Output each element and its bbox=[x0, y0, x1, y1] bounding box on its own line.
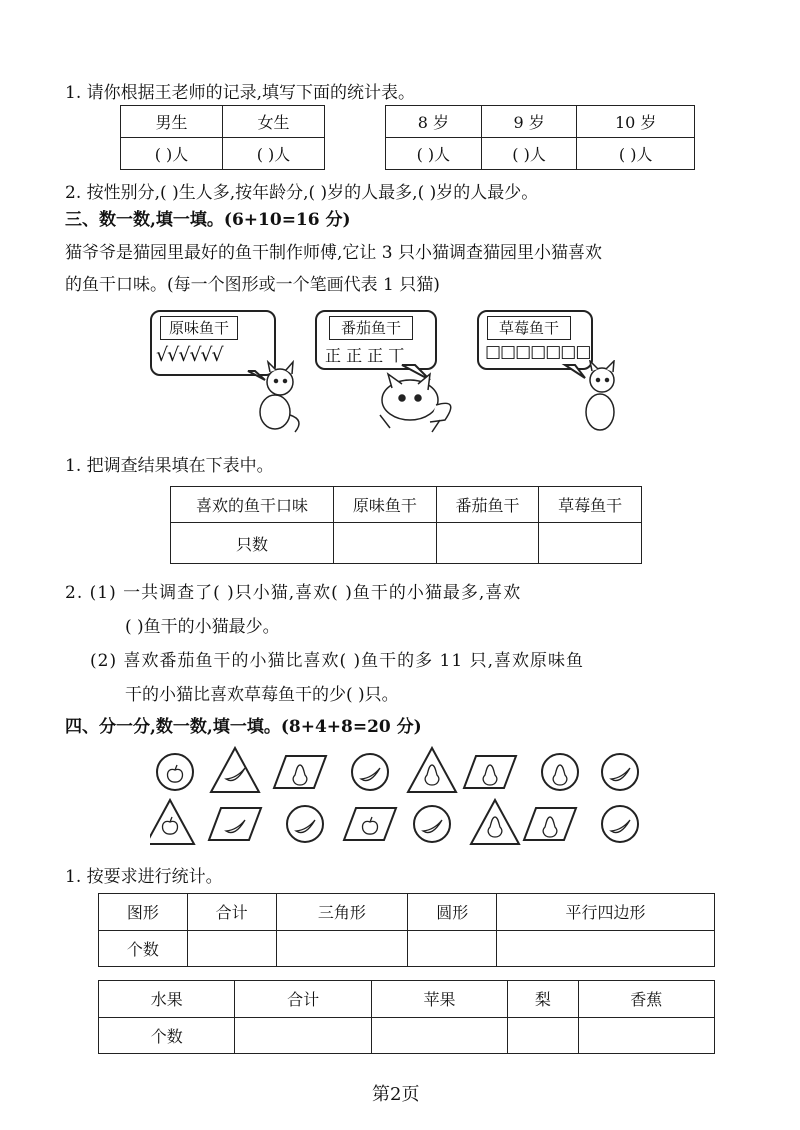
flavor-header-original: 原味鱼干 bbox=[334, 487, 437, 523]
flavor-row-label: 只数 bbox=[171, 523, 334, 564]
section-three-intro-1: 猫爷爷是猫园里最好的鱼干制作师傅,它让 3 只小猫调查猫园里小猫喜欢 bbox=[65, 243, 603, 263]
gender-table bbox=[120, 105, 325, 170]
cat-illustrations bbox=[140, 360, 620, 440]
figure-parallelogram-pear-icon bbox=[464, 756, 516, 788]
figure-circle-banana-icon bbox=[414, 806, 450, 842]
question-2-text: 2. 按性别分,( )生人多,按年龄分,( )岁的人最多,( )岁的人最少。 bbox=[65, 183, 539, 203]
bubble-label-strawberry: 草莓鱼干 bbox=[487, 316, 571, 340]
shape-header-circle: 圆形 bbox=[408, 894, 497, 931]
age-header-10: 10 岁 bbox=[577, 106, 695, 138]
shape-cell-total[interactable] bbox=[187, 930, 276, 967]
section-four-title: 四、分一分,数一数,填一填。(8+4+8=20 分) bbox=[65, 717, 422, 737]
shape-cell-parallelogram[interactable] bbox=[497, 930, 715, 967]
fruit-cell-total[interactable] bbox=[235, 1017, 371, 1054]
figure-triangle-pear-icon bbox=[408, 748, 456, 792]
section-three-intro-2: 的鱼干口味。(每一个图形或一个笔画代表 1 只猫) bbox=[65, 275, 440, 295]
shape-header-parallelogram: 平行四边形 bbox=[497, 894, 715, 931]
fruit-header-apple: 苹果 bbox=[371, 981, 507, 1018]
section-three-q1: 1. 把调查结果填在下表中。 bbox=[65, 456, 274, 476]
flavor-table bbox=[170, 486, 642, 564]
fruit-header-label: 水果 bbox=[99, 981, 235, 1018]
section-four-q1: 1. 按要求进行统计。 bbox=[65, 867, 223, 887]
fruit-count-table bbox=[98, 980, 715, 1054]
bubble-tally-squares: □□□□□□□ bbox=[485, 342, 591, 362]
shape-header-triangle: 三角形 bbox=[276, 894, 408, 931]
figure-circle-banana-icon bbox=[602, 754, 638, 790]
age-header-8: 8 岁 bbox=[386, 106, 482, 138]
gender-header-boys: 男生 bbox=[121, 106, 223, 138]
age-cell-10[interactable]: ( )人 bbox=[577, 138, 695, 170]
shape-row-label: 个数 bbox=[99, 930, 188, 967]
figure-parallelogram-apple-icon bbox=[344, 808, 396, 840]
fruit-header-pear: 梨 bbox=[508, 981, 578, 1018]
gender-cell-girls[interactable]: ( )人 bbox=[223, 138, 325, 170]
fruit-cell-apple[interactable] bbox=[371, 1017, 507, 1054]
fruit-header-total: 合计 bbox=[235, 981, 371, 1018]
flavor-cell-original[interactable] bbox=[334, 523, 437, 564]
section-three-title: 三、数一数,填一填。(6+10=16 分) bbox=[65, 210, 351, 230]
bubble-tally-checks: √√√√√√ bbox=[156, 344, 223, 366]
figure-parallelogram-pear-icon bbox=[524, 808, 576, 840]
bubble-label-original: 原味鱼干 bbox=[160, 316, 238, 340]
fruit-cell-banana[interactable] bbox=[578, 1017, 714, 1054]
shape-fruit-figures bbox=[150, 742, 670, 850]
fruit-header-banana: 香蕉 bbox=[578, 981, 714, 1018]
question-1-text: 1. 请你根据王老师的记录,填写下面的统计表。 bbox=[65, 83, 416, 103]
shape-header-total: 合计 bbox=[187, 894, 276, 931]
age-cell-8[interactable]: ( )人 bbox=[386, 138, 482, 170]
flavor-header-label: 喜欢的鱼干口味 bbox=[171, 487, 334, 523]
shape-count-table bbox=[98, 893, 715, 967]
figure-triangle-apple-icon bbox=[150, 800, 194, 844]
age-cell-9[interactable]: ( )人 bbox=[481, 138, 577, 170]
cat-2-icon bbox=[380, 374, 451, 432]
figure-circle-pear-icon bbox=[542, 754, 578, 790]
cat-1-icon bbox=[260, 362, 299, 432]
figure-parallelogram-banana-icon bbox=[209, 808, 261, 840]
figure-parallelogram-pear-icon bbox=[274, 756, 326, 788]
flavor-cell-strawberry[interactable] bbox=[539, 523, 642, 564]
bubble-label-tomato: 番茄鱼干 bbox=[329, 316, 413, 340]
cat-3-icon bbox=[586, 361, 614, 430]
figure-triangle-pear-icon bbox=[471, 800, 519, 844]
section-three-q2-line3: (2) 喜欢番茄鱼干的小猫比喜欢( )鱼干的多 11 只,喜欢原味鱼 bbox=[90, 651, 584, 671]
age-table bbox=[385, 105, 695, 170]
section-three-q2-line4: 干的小猫比喜欢草莓鱼干的少( )只。 bbox=[125, 685, 399, 705]
figure-triangle-banana-icon bbox=[211, 748, 259, 792]
section-three-q2-line1: 2. (1) 一共调查了( )只小猫,喜欢( )鱼干的小猫最多,喜欢 bbox=[65, 583, 522, 603]
gender-cell-boys[interactable]: ( )人 bbox=[121, 138, 223, 170]
figure-circle-banana-icon bbox=[352, 754, 388, 790]
figure-circle-banana-icon bbox=[287, 806, 323, 842]
shape-cell-triangle[interactable] bbox=[276, 930, 408, 967]
shape-header-label: 图形 bbox=[99, 894, 188, 931]
age-header-9: 9 岁 bbox=[481, 106, 577, 138]
flavor-cell-tomato[interactable] bbox=[436, 523, 539, 564]
flavor-header-tomato: 番茄鱼干 bbox=[436, 487, 539, 523]
page-number: 第2页 bbox=[372, 1084, 420, 1105]
shape-cell-circle[interactable] bbox=[408, 930, 497, 967]
figure-circle-apple-icon bbox=[157, 754, 193, 790]
fruit-cell-pear[interactable] bbox=[508, 1017, 578, 1054]
flavor-header-strawberry: 草莓鱼干 bbox=[539, 487, 642, 523]
bubble-pointers bbox=[248, 365, 585, 380]
gender-header-girls: 女生 bbox=[223, 106, 325, 138]
fruit-row-label: 个数 bbox=[99, 1017, 235, 1054]
figure-circle-banana-icon bbox=[602, 806, 638, 842]
bubble-tally-zheng: 正 正 正 丅 bbox=[325, 346, 405, 365]
section-three-q2-line2: ( )鱼干的小猫最少。 bbox=[125, 617, 280, 637]
